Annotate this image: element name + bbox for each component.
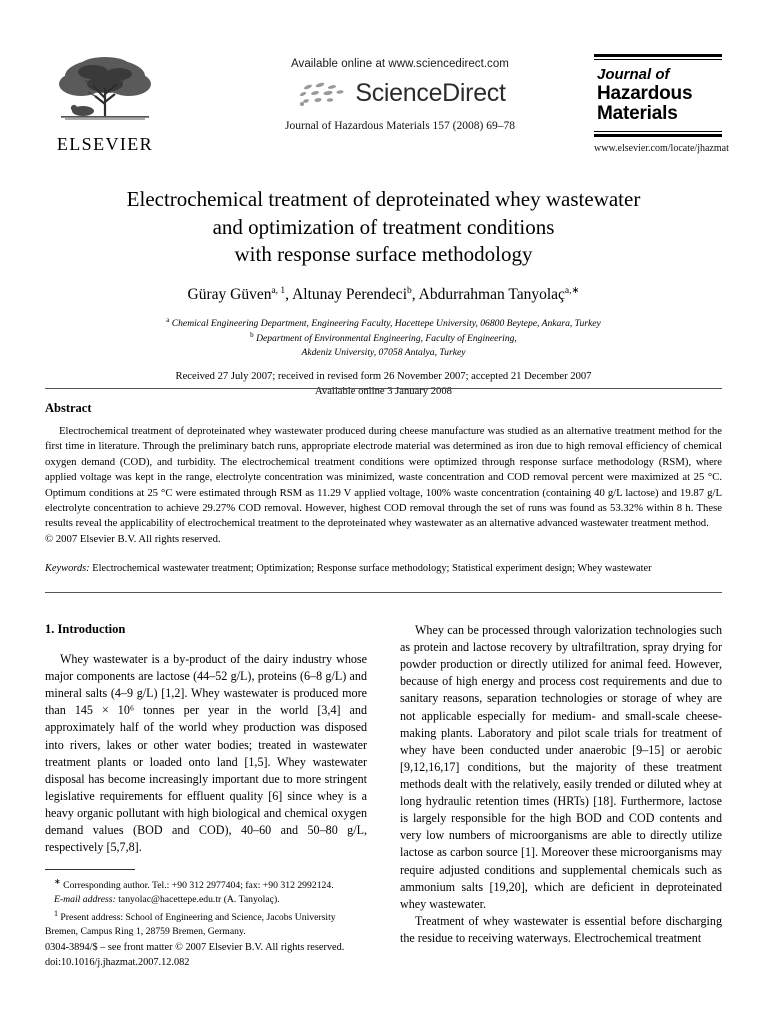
available-online-text: Available online at www.sciencedirect.com [291, 58, 509, 70]
colophon-front-matter: 0304-3894/$ – see front matter © 2007 Elsevier B.V. All rights reserved. [45, 942, 345, 953]
abstract-text: Electrochemical treatment of deproteinated whey wastewater produced during cheese manufacture was studied as an alternative treatment method for the first time in literature. Through the preliminary batch runs, appropriate electrode material was determined as iron due to high removal efficiency of chemical oxygen demand (COD), and turbidity. The electrochemical treatment conditions were optimized through response surface methodology (RSM), where applied voltage was kept in the range, electrolyte concentration was minimized, waste concentration and COD removal percent were maximized at 25 °C. Optimum conditions at 25 °C were estimated through RSM as 11.29 V applied voltage, 100% waste concentration (containing 40 g/L lactose) and 19.87 g/L electrolyte concentration to achieve 29.27% COD removal. However, highest COD removal through the set of runs was found as 53.32% within 8 h. These results reveal the applicability of electrochemical treatment to the deproteinated whey wastewater as an alternative advanced wastewater treatment method. [45, 425, 722, 530]
sciencedirect-logo [235, 79, 565, 108]
abstract-section [45, 401, 722, 547]
journal-citation: Journal of Hazardous Materials 157 (2008) 69–78 [285, 120, 515, 132]
journal-logo-bottom-rule [594, 131, 722, 137]
affiliations [60, 316, 707, 359]
journal-logo-line3: Materials [597, 103, 678, 125]
page-title [60, 186, 707, 269]
author-2-affil-marker: b [407, 286, 412, 297]
author-1-affil-marker: a, 1 [271, 286, 286, 297]
received-dates: Received 27 July 2007; received in revised form 26 November 2007; accepted 21 December 2007 [175, 370, 592, 382]
affiliation-b-marker: b [250, 331, 254, 340]
title-line-1: Electrochemical treatment of deproteinated whey wastewater [126, 187, 641, 211]
journal-logo-block [594, 54, 729, 154]
divider-below-keywords [45, 592, 722, 593]
journal-logo-line1: Journal of [597, 66, 670, 83]
keywords-label: Keywords: [45, 563, 90, 574]
title-block [60, 186, 707, 399]
section-heading-introduction: 1. Introduction [45, 622, 126, 636]
author-list [60, 285, 707, 305]
column-left [45, 622, 367, 856]
intro-paragraph-2: Whey can be processed through valorization technologies such as protein and lactose recovery by ultrafiltration, spray drying for powder production or directly utilized for animal feed. However, because of high energy and process cost requirements and due to sanitary reasons, separation technologies or storage of whey are not applicable especially for medium- and small-scale cheese-making plants. Laboratory and pilot scale trials for treatment of whey have been conducted under anaerobic [9–15] or aerobic [9,12,16,17] conditions, but the majority of these treatment methods dealt with the relatively, easily trended or diluted whey at long hydraulic retention times (HRTs) [18]. Furthermore, lactose is largely responsible for the high BOD and COD contents and very low numbers of microorganisms are able to directly utilize lactose as carbon source [1]. Moreover these microorganisms may require adjusted conditions and supplemental chemicals such as ammonium salts [19,20], which are deficient in deproteinated whey wastewater. [400, 623, 722, 911]
sciencedirect-block [235, 58, 565, 132]
footnote-one-text: Present address: School of Engineering and Science, Jacobs University Bremen, Campus Ring 1, 28759 Bremen, Germany. [45, 911, 336, 938]
elsevier-wordmark: ELSEVIER [56, 134, 154, 154]
available-online-date: Available online 3 January 2008 [315, 385, 452, 397]
footnote-divider [45, 869, 135, 870]
masthead [45, 48, 729, 166]
journal-logo-line2: Hazardous [597, 82, 693, 104]
elsevier-tree-icon [53, 54, 157, 134]
footnote-corresponding-author [45, 876, 367, 893]
journal-logo-top-rule [594, 54, 722, 60]
footnote-star-marker: ∗ [54, 877, 61, 886]
keywords-list: Electrochemical wastewater treatment; Optimization; Response surface methodology; Statistical experiment design; Whey wastewater [92, 563, 652, 574]
affiliation-a-marker: a [166, 316, 170, 325]
title-line-2: and optimization of treatment conditions [212, 214, 555, 239]
author-sep-1: , [285, 286, 293, 304]
affiliation-b-line2: Akdeniz University, 07058 Antalya, Turkey [301, 347, 466, 359]
footnote-star-text: Corresponding author. Tel.: +90 312 2977404; fax: +90 312 2992124. [63, 880, 334, 892]
author-1-name: Güray Güven [187, 286, 272, 304]
footnote-email [45, 893, 367, 907]
abstract-heading: Abstract [45, 401, 92, 415]
footnote-one-marker: 1 [54, 908, 58, 918]
affiliation-a-text: Chemical Engineering Department, Engineering Faculty, Hacettepe University, 06800 Beytepe, Ankara, Turkey [171, 318, 601, 330]
divider-above-abstract [45, 388, 722, 389]
column-right [400, 622, 722, 947]
footnote-email-value[interactable]: tanyolac@hacettepe.edu.tr (A. Tanyolaç). [118, 894, 280, 906]
intro-paragraph-1: Whey wastewater is a by-product of the dairy industry whose major components are lactose (44–52 g/L), proteins (6–8 g/L) and mineral salts (4–9 g/L) [1,2]. Whey wastewater is produced more than 145 × 10⁶ tonnes per year in the world [3,4] and approximately half of the world whey production was disposed into rivers, lakes or other water bodies; treated in wastewater treatment plants or loaded onto land [1,5]. Whey wastewater disposal has become increasingly important due to more stringent legislative requirements for effluent quality [6] since whey is a heavy organic pollutant with high biological and chemical oxygen demand values (BOD and COD), 40–60 and 50–80 g/L, respectively [5,7,8]. [45, 652, 367, 855]
title-line-3: with response surface methodology [234, 242, 533, 267]
abstract-copyright: © 2007 Elsevier B.V. All rights reserved. [45, 532, 221, 545]
sciencedirect-swoosh-icon [294, 80, 352, 108]
publication-dates [60, 369, 707, 399]
sciencedirect-wordmark: ScienceDirect [355, 79, 506, 107]
footnote-present-address [45, 908, 367, 940]
footnotes [45, 876, 367, 939]
affiliation-b [60, 331, 707, 346]
keywords-line [45, 562, 722, 577]
intro-paragraph-3: Treatment of whey wastewater is essential before discharging the residue to receiving waterways. Electrochemical treatment [400, 913, 722, 945]
elsevier-logo [53, 54, 157, 158]
journal-url: www.elsevier.com/locate/jhazmat [594, 142, 729, 154]
author-3-affil-marker: a,∗ [564, 286, 580, 297]
colophon-doi[interactable]: doi:10.1016/j.jhazmat.2007.12.082 [45, 956, 190, 968]
footnote-email-label: E-mail address: [54, 894, 116, 906]
author-3-name: Abdurrahman Tanyolaç [418, 286, 565, 304]
author-2-name: Altunay Perendeci [292, 286, 407, 304]
colophon [45, 941, 445, 971]
affiliation-b-text-line1: Department of Environmental Engineering, Faculty of Engineering, [256, 333, 517, 345]
affiliation-a [60, 316, 707, 331]
author-sep-2: , [411, 286, 419, 304]
